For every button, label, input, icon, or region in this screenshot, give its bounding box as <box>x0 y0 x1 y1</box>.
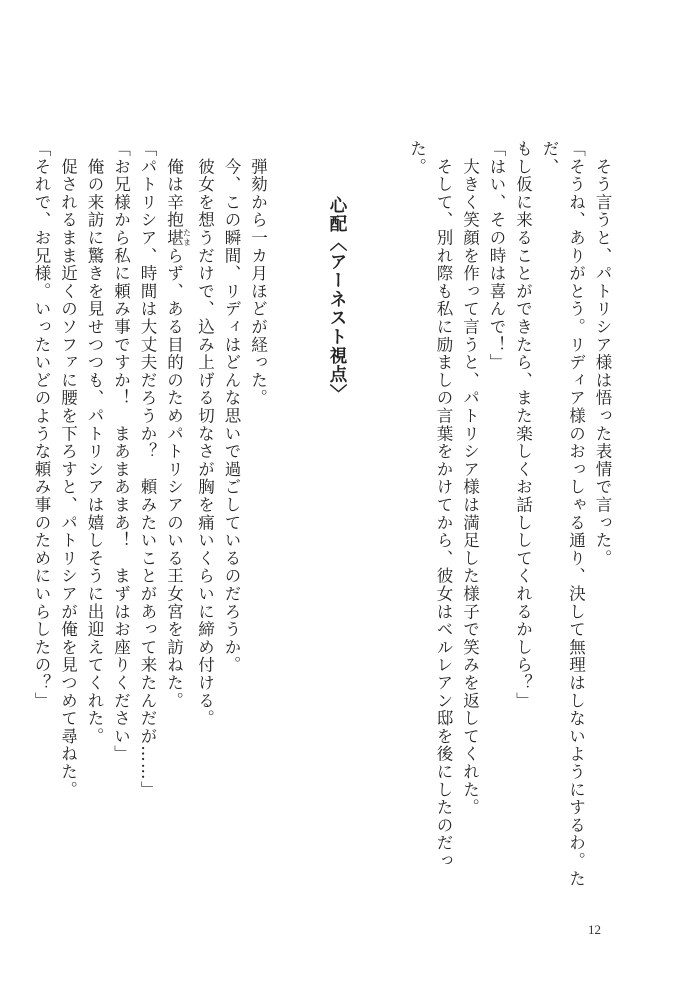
ruby-annotation: 堪 たま <box>164 228 192 248</box>
text-line-13: 今、この瞬間、リディはどんな思いで過ごしているのだろうか。 <box>222 140 241 674</box>
section-heading: 心配〈アーネスト視点〉 <box>327 196 347 403</box>
text-line-12: 弾劾から一カ月ほどが経った。 <box>248 140 268 407</box>
text-line-1: そう言うと、パトリシア様は悟った表情で言った。 <box>593 140 612 568</box>
text-line-20: 「それで、お兄様。いったいどのような頼み事のためにいらしたの？」 <box>32 140 51 710</box>
blank-line <box>350 140 377 900</box>
text-line-5: 大きく笑顔を作って言うと、パトリシア様は満足した様子で笑みを返してくれた。 <box>460 140 480 817</box>
ruby-reading: たま <box>182 228 192 248</box>
text-line-16: 「パトリシア、時間は大丈夫だろうか？ 頼みたいことがあって来たんだが……」 <box>138 140 157 799</box>
blank-line <box>377 140 404 900</box>
text-line-14: 彼女を想うだけで、込み上げる切なさが胸を痛いくらいに締め付ける。 <box>195 140 215 728</box>
blank-line <box>297 140 324 900</box>
text-line-2: 「そうね、ありがとう。リディア様のおっしゃる通り、決して無理はしないようにするわ。ただ、 <box>540 140 586 888</box>
text-line-3: もし仮に来ることができたら、また楽しくお話ししてくれるかしら？」 <box>513 140 533 710</box>
text-line-18: 俺の来訪に驚きを見せつつも、パトリシアは嬉しそうに出迎えてくれた。 <box>85 140 104 746</box>
text-line-4: 「はい、その時は喜んで！」 <box>487 140 506 372</box>
vertical-text-block <box>32 140 615 900</box>
text-line-with-ruby: 俺は辛抱堪 たまらず、ある目的のためパトリシアのいる王女宮を訪ねた。 <box>164 140 192 710</box>
text-line-6: そして、別れ際も私に励ましの言葉をかけてから、彼女はベルレアン邸を後にしたのだった。 <box>407 140 453 870</box>
text-line-19: 促されるまま近くのソファに腰を下ろすと、パトリシアが俺を見つめて尋ねた。 <box>58 140 78 799</box>
blank-line <box>271 140 298 900</box>
text-line-17: 「お兄様から私に頼み事ですか！ まあまあまあ！ まずはお座りください」 <box>111 140 131 763</box>
page-number: 12 <box>588 922 601 937</box>
